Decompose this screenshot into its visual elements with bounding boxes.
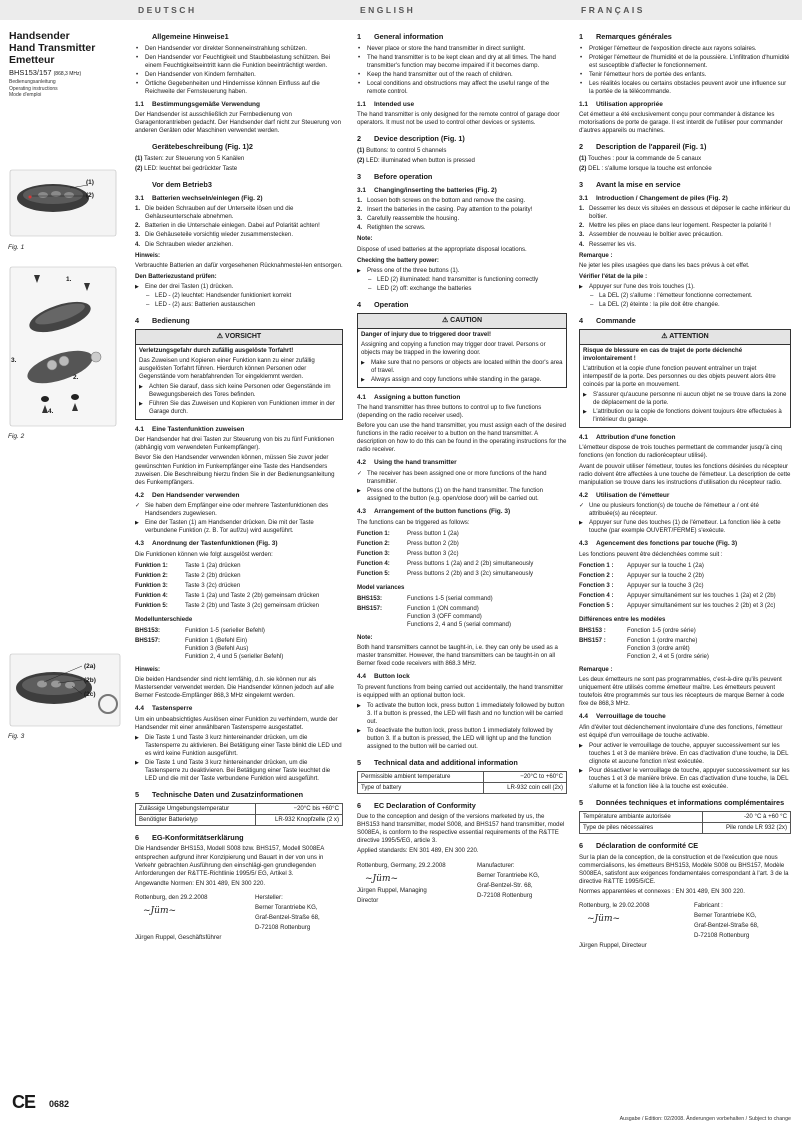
fig3-callout-2b: (2b)	[84, 677, 96, 684]
fr-heading-4-4: Verrouillage de touche	[596, 713, 666, 721]
de-note2-text: Die beiden Handsender sind nicht lernfähig, d.h. sie können nur als Mastersender verwendet werden. Die Handsender können jedoch auf alle Berner Festcode-Empfänger 868,3 MHz eingelernt werden.	[135, 676, 334, 700]
de-check-led-off: – LED - (2) aus: Batterien austauschen	[145, 301, 343, 309]
de-fn-desc: Taste 2 (2b) drücken	[185, 571, 241, 579]
fr-model-label: BHS157 :	[579, 637, 606, 645]
de-heading-1-1: Bestimmungsgemäße Verwendung	[152, 100, 260, 108]
fr-heading-4-2: Utilisation de l'émetteur	[596, 491, 670, 499]
de-text-4-2a: ✓ Sie haben dem Empfänger eine oder mehrere Tastenfunktionen des Handsenders zugewiesen.	[135, 502, 343, 518]
en-text-4-2a: ✓ The receiver has been assigned one or more functions of the hand transmitter.	[357, 470, 567, 486]
de-caution-item: ▶ Achten Sie darauf, dass sich keine Personen oder Gegenstände im Bewegungsbereich des Tores befinden.	[139, 383, 339, 399]
fig2-step-3: 3.	[11, 357, 17, 364]
fig2-battery-illustration	[8, 265, 118, 428]
fig1-transmitter-illustration	[8, 168, 118, 238]
fr-text-4-2b: ▶ Appuyer sur l'une des touches (1) de l'émetteur. La fonction liée à cette touche (par exemple OUVERT/FERME) s'exécute.	[579, 519, 791, 535]
en-fn-label: Function 4:	[357, 559, 390, 567]
de-lock-item: ▶ Die Taste 1 und Taste 3 kurz hintereinander drücken, um die Tastensperre zu deaktivieren. Bei Betätigung einer Taste leuchtet die LED und die mit der Taste verbundene Funktion wird ausgeführt.	[135, 759, 343, 783]
en-heading-3-1: Changing/inserting the batteries (Fig. 2)	[374, 186, 497, 194]
de-caution-bold: Verletzungsgefahr durch zufällig ausgelöste Torfahrt!	[139, 346, 294, 354]
fr-fn-label: Fonction 3 :	[579, 581, 614, 589]
de-heading-4-4: Tastensperre	[152, 705, 193, 713]
column-english: 1 General information • Never place or store the hand transmitter in direct sunlight. • The hand transmitter is to be kept clean and dry at all times. The hand transmitter's function may become impaired if it becomes damp. • Keep the hand transmitter out of the reach of children. • Local conditions and obstructions may affect the useful range of the remote control. 1.1 Intended use The hand transmitter is only designed for the remote control of garage door operators. It must not be used to control other devices or systems. 2 Device description (Fig. 1) (1) Buttons: to control 5 channels (2) LED: illuminated when button is pressed 3 Before operation 3.1 Changing/inserting the batteries (Fig. 2) 1. Loosen both screws on the bottom and remove the casing. 2. Insert the batteries in the casing. Pay attention to the polarity! 3. Carefully reassemble the housing. 4. Retighten the screws. Note: Dispose of used batteries at the appropriate disposal locations. Checking the battery power: ▶ Press one of the three buttons (1). – LED (2) illuminated: hand transmitter is functioning correctly – LED (2) off: exchange the batteries 4 Operation ⚠ CAUTION Danger of injury due to triggered door travel! Assigning and copying a function may trigger door travel. Persons or objects may be trapped in the lowering door. ▶ Make sure that no persons or objects are located within the door's area of travel. ▶ Always assign and copy functions while standing in the garage. 4.1 Assigning a button function The hand transmitter has three buttons to control up to five functions (depending on the radio receiver used). Before you can use the hand transmitter, you must assign each of the desired functions in the radio receiver to a button on the hand transmitter. A description on how to do this can be found in the operating instructions for the radio receiver. 4.2 Using the hand transmitter ✓ The receiver has been assigned one or more functions of the hand transmitter. ▶ Press one of the buttons (1) on the hand transmitter. The function assigned to the button (e.g. open/close door) will be carried out. 4.3 Arrangement of the button functions (Fig. 3) The functions can be triggered as follows: Function 1: Press button 1 (2a) Function 2: Press button 2 (2b) Function 3: Press button 3 (2c) Function 4: Press buttons 1 (2a) and 2 (2b) simultaneously Function 5: Press buttons 2 (2b) and 3 (2c) simultaneously Model variances BHS153: Functions 1-5 (serial command) BHS157: Function 1 (ON command) Function 3 (OFF command) Functions 2, 4 and 5 (serial command) Note: Both hand transmitters cannot be taught-in, i.e. they can only be used as a master transmitter. However, the hand transmitters can be taught-in on all Berner fixed code receivers with 868.3 MHz. 4.4 Button lock To prevent functions from being carried out accidentally, the hand transmitter is equipped with an optional button lock. ▶ To activate the button lock, press button 1 immediately followed by button 3. If a button is pressed, the LED will flash and no function will be carried out. ▶ To deactivate the button lock, press button 1 immediately followed by button 3. If a button is pressed, the LED will light up and the function assigned to the button will be carried out. 5 Technical data and additional information Permissible ambient temperature −20°C to +60°C Type of battery LR-932 coin cell (2x) 6 EC Declaration of Conformity Due to the conception and design of the versions marketed by us, the BHS153 hand transmitter, model S008, and BHS157 hand transmitter, model S008EA, is conform to the respective essential requirements of the R&TTE directive 1995/5/EG, article 3. Applied standards: EN 301 489, EN 300 220. Rottenburg, Germany, 29.2.2008 ~Jüm~ Jürgen Ruppel, Managing Director Manufacturer: Berner Torantriebe KG, Graf-Bentzel-Str. 68, D-72108 Rottenburg	[357, 32, 567, 907]
language-header-bar	[0, 0, 802, 20]
de-step: Die beiden Schrauben auf der Unterseite lösen und die Gehäuseunterschale abnehmen.	[145, 205, 294, 221]
de-fn-label: Funktion 2:	[135, 571, 168, 579]
de-desc-buttons: Tasten: zur Steuerung von 5 Kanälen	[144, 155, 245, 163]
de-heading-desc: Gerätebeschreibung (Fig. 1)2	[152, 142, 253, 152]
doc-type-en: Operating instructions	[9, 85, 58, 92]
en-text-4-1b: Before you can use the hand transmitter, you must assign each of the desired functions in the radio receiver to a button on the hand transmitter. A description on how to do this can be found in the operating instructions for the radio receiver.	[357, 422, 567, 454]
en-note2-text: Both hand transmitters cannot be taught-in, i.e. they can only be used as a master transmitter. However, the hand transmitters can be taught-in on all Berner fixed code receivers with 868.3 MHz.	[357, 644, 558, 668]
de-signature: ~Jüm~	[143, 905, 177, 916]
de-text-4-2b: ▶ Eine der Tasten (1) am Handsender drücken. Die mit der Taste verbundene Funktion (z. B. Tor auf/zu) wird ausgeführt.	[135, 519, 343, 535]
en-signatory-title: Director	[357, 897, 379, 905]
de-note-label: Hinweis:	[135, 251, 161, 259]
de-general-item: • Örtliche Gegebenheiten und Hindernisse können Einfluss auf die Reichweite der Fernsteuerung haben.	[135, 80, 343, 96]
de-manufacturer-line: Graf-Bentzel-Straße 68,	[255, 913, 320, 921]
de-caution-text: Das Zuweisen und Kopieren einer Funktion kann zu einer zufällig ausgelösten Torfahrt führen. Hierdurch können Personen oder Gegenstände vom herabfahrenden Tor eingeklemmt werden.	[139, 356, 315, 380]
doc-type-de: Bedienungsanleitung	[9, 79, 56, 86]
fr-general-item: • Protéger l'émetteur de l'exposition directe aux rayons solaires.	[579, 45, 791, 53]
de-function-table	[135, 561, 319, 611]
fr-fn-desc: Appuyer sur la touche 3 (2c)	[627, 581, 704, 589]
product-title-block	[9, 30, 109, 99]
de-tech-table	[135, 803, 343, 826]
fr-text-4-2a: ✓ Une ou plusieurs fonction(s) de touche de l'émetteur a / ont été attribuée(s) au récepteur.	[579, 502, 791, 518]
fr-manufacturer-line: Graf-Bentzel-Straße 68,	[694, 921, 759, 929]
frequency: (868,3 MHz)	[53, 71, 82, 78]
de-step: Batterien in die Unterschale einlegen. Dabei auf Polarität achten!	[145, 222, 320, 230]
de-text-4-3: Die Funktionen können wie folgt ausgelöst werden:	[135, 550, 273, 558]
en-check-heading: Checking the battery power:	[357, 256, 439, 264]
fr-fn-label: Fonction 5 :	[579, 602, 614, 610]
en-lock-item: ▶ To deactivate the button lock, press button 1 immediately followed by button 3. If a button is pressed, the LED will light up and the function assigned to the button will be carried out.	[357, 727, 567, 751]
fig3-button-layout-illustration	[8, 652, 124, 728]
fr-caution-item: ▶ L'attribution ou la copie de fonctions doivent toujours être effectuées à l'intérieur du garage.	[583, 408, 787, 424]
en-model-desc: Functions 2, 4 and 5 (serial command)	[407, 621, 511, 629]
fr-step: Desserrer les deux vis situées en dessous et déposer le cache inférieur du boîtier.	[589, 205, 791, 221]
fr-heading-4: Commande	[596, 315, 636, 325]
fr-fn-label: Fonction 1 :	[579, 561, 614, 569]
fr-heading-1: Remarques générales	[596, 32, 672, 41]
en-manufacturer-line: Graf-Bentzel-Str. 68,	[477, 881, 533, 889]
en-heading-1: General information	[374, 32, 444, 41]
en-check-action: ▶ Press one of the three buttons (1).	[357, 267, 567, 275]
fr-fn-label: Fonction 2 :	[579, 571, 614, 579]
de-general-item: • Den Handsender vor direkter Sonneneinstrahlung schützen.	[135, 45, 343, 53]
en-tech-table	[357, 771, 567, 794]
de-fn-label: Funktion 5:	[135, 602, 168, 610]
de-general-item: • Den Handsender von Kindern fernhalten.	[135, 71, 343, 79]
fr-tech-table	[579, 811, 791, 834]
de-place-date: Rottenburg, den 29.2.2008	[135, 893, 208, 901]
fr-lock-item: ▶ Pour désactiver le verrouillage de touche, appuyer successivement sur les touches 1 et 3 de manière brève. En cas d'activation d'une touche, la DEL s'allume et la fonction liée à la touche est exécutée.	[579, 767, 791, 791]
fr-fn-desc: Appuyer simultanément sur les touches 2 (2b) et 3 (2c)	[627, 602, 776, 610]
de-caution-item: ▶ Führen Sie das Zuweisen und Kopieren von Funktionen immer in der Garage durch.	[139, 400, 339, 416]
en-heading-2: Device description (Fig. 1)	[374, 134, 465, 144]
de-model-table	[135, 626, 283, 662]
fr-signatory: Jürgen Ruppel, Directeur	[579, 941, 647, 949]
de-lock-item: ▶ Die Taste 1 und Taste 3 kurz hintereinander drücken, um die Tastensperre zu aktivieren. Bei Betätigung einer Taste blinkt die LED und es wird keine Funktion ausgeführt.	[135, 734, 343, 758]
en-desc-led: LED: illuminated when button is pressed	[366, 157, 475, 165]
en-heading-3: Before operation	[374, 172, 433, 182]
en-manufacturer-line: D-72108 Rottenburg	[477, 891, 533, 899]
fr-check-heading: Vérifier l'état de la pile :	[579, 272, 648, 280]
de-model-desc: Funktion 3 (Befehl Aus)	[185, 645, 249, 653]
fr-model-heading: Différences entre les modèles	[579, 616, 666, 624]
en-fn-desc: Press button 2 (2b)	[407, 539, 459, 547]
fr-step: Mettre les piles en place dans leur logement. Respecter la polarité !	[589, 222, 771, 230]
de-check-action: ▶ Eine der drei Tasten (1) drücken.	[135, 283, 343, 291]
de-manufacturer-line: Berner Torantriebe KG,	[255, 903, 318, 911]
de-text-1-1: Der Handsender ist ausschließlich zur Fernbedienung von Garagentorantrieben gedacht. Der Handsender darf nicht zur Steuerung von anderen Geräten oder Maschinen verwendet werden.	[135, 111, 341, 135]
en-fn-label: Function 2:	[357, 539, 390, 547]
fr-manufacturer-line: Berner Torantriebe KG,	[694, 911, 757, 919]
fr-heading-4-1: Attribution d'une fonction	[596, 433, 676, 441]
de-caution-title: VORSICHT	[225, 333, 262, 341]
column-french: 1 Remarques générales • Protéger l'émetteur de l'exposition directe aux rayons solaires. • Protéger l'émetteur de l'humidité et de la poussière. L'infiltration d'humidité est susceptible d'affecter le fonctionnement. • Tenir l'émetteur hors de portée des enfants. • Les réalités locales ou certains obstacles peuvent avoir une influence sur la portée de la télécommande. 1.1 Utilisation appropriée Cet émetteur a été exclusivement conçu pour commander à distance les motorisations de porte de garage. Il est interdit de l'utiliser pour commander d'autres appareils ou machines. 2 Description de l'appareil (Fig. 1) (1) Touches : pour la commande de 5 canaux (2) DEL : s'allume lorsque la touche est enfoncée 3 Avant la mise en service 3.1 Introduction / Changement de piles (Fig. 2) 1. Desserrer les deux vis situées en dessous et déposer le cache inférieur du boîtier. 2. Mettre les piles en place dans leur logement. Respecter la polarité ! 3. Assembler de nouveau le boîtier avec précaution. 4. Resserrer les vis. Remarque : Ne jeter les piles usagées que dans les bacs prévus à cet effet. Vérifier l'état de la pile : ▶ Appuyer sur l'une des trois touches (1). – La DEL (2) s'allume : l'émetteur fonctionne correctement. – La DEL (2) éteinte : la pile doit être changée. 4 Commande ⚠ ATTENTION Risque de blessure en cas de trajet de porte déclenché involontairement ! L'attribution et la copie d'une fonction peuvent entraîner un trajet intempestif de la porte. Des personnes ou des objets peuvent alors être coincés par la porte en mouvement. ▶ S'assurer qu'aucune personne ni aucun objet ne se trouve dans la zone de déplacement de la porte. ▶ L'attribution ou la copie de fonctions doivent toujours être effectuées à l'intérieur du garage. 4.1 Attribution d'une fonction L'émetteur dispose de trois touches permettant de commander jusqu'à cinq fonctions (en fonction du radiorécepteur utilisé). Avant de pouvoir utiliser l'émetteur, toutes les fonctions désirées du récepteur radio doivent être affectées à une touche de l'émetteur. La description de cette manipulation se trouve dans les instructions d'utilisation du récepteur radio. 4.2 Utilisation de l'émetteur ✓ Une ou plusieurs fonction(s) de touche de l'émetteur a / ont été attribuée(s) au récepteur. ▶ Appuyer sur l'une des touches (1) de l'émetteur. La fonction liée à cette touche (par exemple OUVERT/FERME) s'exécute. 4.3 Agencement des fonctions par touche (Fig. 3) Les fonctions peuvent être déclenchées comme suit : Fonction 1 : Appuyer sur la touche 1 (2a) Fonction 2 : Appuyer sur la touche 2 (2b) Fonction 3 : Appuyer sur la touche 3 (2c) Fonction 4 : Appuyer simultanément sur les touches 1 (2a) et 2 (2b) Fonction 5 : Appuyer simultanément sur les touches 2 (2b) et 3 (2c) Différences entre les modèles BHS153 : Fonction 1-5 (ordre série) BHS157 : Fonction 1 (ordre marche) Fonction 3 (ordre arrêt) Fonction 2, 4 et 5 (ordre série) Remarque : Les deux émetteurs ne sont pas programmables, c'est-à-dire qu'ils peuvent uniquement être utilisés comme émetteur maître. Les émetteurs peuvent toutefois être programmés sur tous les récepteurs de marque Berner à code fixe de 868,3 MHz. 4.4 Verrouillage de touche Afin d'éviter tout déclenchement involontaire d'une des fonctions, l'émetteur est équipé d'un verrouillage de touche activable. ▶ Pour activer le verrouillage de touche, appuyer successivement sur les touches 1 et 3 de manière brève. En cas d'activation d'une touche, la DEL clignote et aucune fonction n'est exécutée. ▶ Pour désactiver le verrouillage de touche, appuyer successivement sur les touches 1 et 3 de manière brève. En cas d'activation d'une touche, la DEL s'allume et la fonction liée à la touche est exécutée. 5 Données techniques et informations complémentaires Température ambiante autorisée -20 °C à +60 °C Type de piles nécessaires Pile ronde LR 932 (2x) 6 Déclaration de conformité CE Sur la plan de la conception, de la construction et de l'exécution que nous commercialisons, les émetteurs BHS153, Modèle S008 ou BHS157, Modèle S008EA, satisfont aux exigences fondamentales correspondant à l'art. 3 de la directive R&TTE 1995/5/CE. Normes apparentées et connexes : EN 301 489, EN 300 220. Rottenburg, le 29.02.2008 ~Jüm~ Fabricant : Berner Torantriebe KG, Graf-Bentzel-Straße 68, D-72108 Rottenburg Jürgen Ruppel, Directeur	[579, 32, 791, 952]
fr-manufacturer-line: D-72108 Rottenburg	[694, 931, 750, 939]
en-step: Insert the batteries in the casing. Pay attention to the polarity!	[367, 206, 533, 214]
en-lock-item: ▶ To activate the button lock, press button 1 immediately followed by button 3. If a button is pressed, the LED will flash and no function will be carried out.	[357, 702, 567, 726]
de-desc-led: LED: leuchtet bei gedrückter Taste	[144, 165, 238, 173]
de-signatory: Jürgen Ruppel, Geschäftsführer	[135, 933, 222, 941]
fr-text-4-1a: L'émetteur dispose de trois touches permettant de commander jusqu'à cinq fonctions (en fonction du radiorécepteur utilisé).	[579, 444, 782, 460]
en-check-led-on: – LED (2) illuminated: hand transmitter is functioning correctly	[367, 276, 567, 284]
fr-function-table	[579, 561, 776, 611]
fig2-step-1: 1.	[66, 276, 72, 283]
fr-desc-buttons: Touches : pour la commande de 5 canaux	[588, 155, 702, 163]
en-caution-bold: Danger of injury due to triggered door travel!	[361, 330, 492, 338]
fig2-caption: Fig. 2	[8, 433, 25, 440]
en-fn-desc: Press button 1 (2a)	[407, 529, 459, 537]
de-heading-4-1: Eine Tastenfunktion zuweisen	[152, 425, 245, 433]
warning-icon: ⚠	[661, 333, 668, 341]
de-general-item: • Den Handsender vor Feuchtigkeit und Staubbelastung schützen. Bei einem Feuchtigkeitseintritt kann die Funktion beeinträchtigt werden.	[135, 54, 343, 70]
de-model-desc: Funktion 1-5 (serieller Befehl)	[185, 627, 265, 635]
de-heading-general: Allgemeine Hinweise1	[152, 32, 229, 41]
ce-mark: CE	[12, 1092, 36, 1112]
fr-general-item: • Protéger l'émetteur de l'humidité et de la poussière. L'infiltration d'humidité est susceptible d'affecter le fonctionnement.	[579, 54, 791, 70]
en-tech-value: LR-932 coin cell (2x)	[484, 782, 567, 793]
fr-model-desc: Fonction 3 (ordre arrêt)	[627, 645, 690, 653]
en-note-label: Note:	[357, 235, 373, 243]
fr-norms: Normes apparentées et connexes : EN 301 489, EN 300 220.	[579, 887, 745, 895]
en-step: Carefully reassemble the housing.	[367, 215, 460, 223]
fig1-callout-2: (2)	[86, 192, 94, 199]
de-model-desc: Funktion 2, 4 und 5 (serieller Befehl)	[185, 653, 284, 661]
de-model-label: BHS157:	[135, 637, 161, 645]
fr-heading-3: Avant la mise en service	[596, 180, 681, 190]
en-model-desc: Function 1 (ON command)	[407, 605, 479, 612]
fr-heading-2: Description de l'appareil (Fig. 1)	[596, 142, 707, 152]
de-text-4-4: Um ein unbeabsichtigtes Auslösen einer Funktion zu verhindern, wurde der Handsender mit einer anwählbaren Tastensperre ausgestattet.	[135, 715, 338, 731]
fig1-caption: Fig. 1	[8, 244, 25, 251]
fr-model-desc: Fonction 1-5 (ordre série)	[627, 627, 696, 635]
de-step: Die Schrauben wieder anziehen.	[145, 240, 234, 248]
en-caution-item: ▶ Make sure that no persons or objects are located within the door's area of travel.	[361, 359, 563, 375]
lang-header-fr: FRANÇAIS	[581, 5, 645, 15]
de-heading-5: Technische Daten und Zusatzinformationen	[152, 790, 304, 800]
en-tech-label: Permissible ambient temperature	[358, 771, 484, 782]
warning-icon: ⚠	[216, 333, 224, 341]
en-fn-desc: Press buttons 2 (2b) and 3 (2c) simultaneously	[407, 569, 533, 577]
fr-heading-6: Déclaration de conformité CE	[596, 840, 699, 850]
de-check-led-on: – LED - (2) leuchtet: Handsender funktioniert korrekt	[145, 292, 343, 300]
fr-note2-text: Les deux émetteurs ne sont pas programmables, c'est-à-dire qu'ils peuvent uniquement être utilisés comme émetteur maître. Les émetteurs peuvent toutefois être programmés sur tous les récepteurs de marque Berner à code fixe de 868,3 MHz.	[579, 676, 785, 708]
en-text-4-4: To prevent functions from being carried out accidentally, the hand transmitter is equipped with an optional button lock.	[357, 683, 564, 699]
en-norms: Applied standards: EN 301 489, EN 300 220.	[357, 847, 479, 855]
de-manufacturer-label: Hersteller:	[255, 893, 283, 901]
lang-header-en: ENGLISH	[360, 5, 416, 15]
fr-place-date: Rottenburg, le 29.02.2008	[579, 901, 650, 909]
en-fn-desc: Press button 3 (2c)	[407, 549, 459, 557]
de-model-heading: Modellunterschiede	[135, 616, 193, 624]
fr-general-item: • Les réalités locales ou certains obstacles peuvent avoir une influence sur la portée de la télécommande.	[579, 80, 791, 96]
fig2-step-4: 4.	[48, 408, 54, 415]
en-text-4-2b: ▶ Press one of the buttons (1) on the hand transmitter. The function assigned to the button (e.g. open/close door) will be carried out.	[357, 487, 567, 503]
en-heading-4-4: Button lock	[374, 673, 410, 681]
fig2-step-2: 2.	[73, 374, 79, 381]
en-tech-label: Type of battery	[358, 782, 484, 793]
fr-text-4-4: Afin d'éviter tout déclenchement involontaire d'une des fonctions, l'émetteur est équipé d'un verrouillage de touche activable.	[579, 723, 783, 739]
en-caution-item: ▶ Always assign and copy functions while standing in the garage.	[361, 376, 563, 384]
en-signatory: Jürgen Ruppel, Managing	[357, 887, 427, 895]
edition-footer: Ausgabe / Edition: 02/2008. Änderungen vorbehalten / Subject to change	[619, 1116, 791, 1122]
fig3-callout-2c: (2c)	[84, 691, 96, 698]
de-step: Die Gehäuseteile vorsichtig wieder zusammenstecken.	[145, 231, 294, 239]
fr-note2-label: Remarque :	[579, 666, 613, 674]
en-note2-label: Note:	[357, 634, 373, 642]
fr-note-text: Ne jeter les piles usagées que dans les bacs prévus à cet effet.	[579, 261, 750, 269]
de-text-6: Die Handsender BHS153, Modell S008 bzw. BHS157, Modell S008EA entsprechen aufgrund ihrer Konzipierung und Bauart in der von uns in Verkehr gebrachten Ausführung den einschlägi-gen grundlegenden Anforderungen der R&TTE-Richtlinie 1995/5/ EG, Artikel 3.	[135, 845, 325, 877]
en-step: Retighten the screws.	[367, 224, 426, 232]
fr-signature: ~Jüm~	[587, 913, 621, 924]
de-note-text: Verbrauchte Batterien an dafür vorgesehenen Rücknahmestel-len entsorgen.	[135, 261, 343, 269]
fr-check-led-on: – La DEL (2) s'allume : l'émetteur fonctionne correctement.	[589, 292, 791, 300]
title-fr: Emetteur	[9, 54, 55, 67]
fr-fn-desc: Appuyer simultanément sur les touches 1 (2a) et 2 (2b)	[627, 592, 776, 599]
en-heading-1-1: Intended use	[374, 100, 415, 108]
en-heading-4-1: Assigning a button function	[374, 393, 461, 401]
fr-check-action: ▶ Appuyer sur l'une des trois touches (1).	[579, 283, 791, 291]
fr-step: Assembler de nouveau le boîtier avec précaution.	[589, 231, 723, 239]
de-text-4-1b: Bevor Sie den Handsender verwenden können, müssen Sie zuvor jeder gewünschten Funktion im Funkempfänger eine Taste des Handsenders zuweisen. Die Beschreibung hierzu finden Sie in der Bedienungsanleitung des Funkempfängers.	[135, 454, 335, 486]
de-tech-value: −20°C bis +60°C	[255, 803, 342, 814]
title-de: Handsender	[9, 30, 70, 42]
fr-heading-4-3: Agencement des fonctions par touche (Fig. 3)	[596, 540, 738, 548]
de-fn-desc: Taste 1 (2a) und Taste 2 (2b) gemeinsam drücken	[185, 592, 320, 599]
de-heading-4: Bedienung	[152, 315, 190, 325]
column-german: Allgemeine Hinweise1 • Den Handsender vor direkter Sonneneinstrahlung schützen. • Den Handsender vor Feuchtigkeit und Staubbelastung schützen. Bei einem Feuchtigkeitseintritt kann die Funktion beeinträchtigt werden. • Den Handsender von Kindern fernhalten. • Örtliche Gegebenheiten und Hindernisse können Einfluss auf die Reichweite der Fernsteuerung haben. 1.1 Bestimmungsgemäße Verwendung Der Handsender ist ausschließlich zur Fernbedienung von Garagentorantrieben gedacht. Der Handsender darf nicht zur Steuerung von anderen Geräten oder Maschinen verwendet werden. Gerätebeschreibung (Fig. 1)2 (1) Tasten: zur Steuerung von 5 Kanälen (2) LED: leuchtet bei gedrückter Taste Vor dem Betrieb3 3.1 Batterien wechseln/einlegen (Fig. 2) 1. Die beiden Schrauben auf der Unterseite lösen und die Gehäuseunterschale abnehmen. 2. Batterien in die Unterschale einlegen. Dabei auf Polarität achten! 3. Die Gehäuseteile vorsichtig wieder zusammenstecken. 4. Die Schrauben wieder anziehen. Hinweis: Verbrauchte Batterien an dafür vorgesehenen Rücknahmestel-len entsorgen. Den Batteriezustand prüfen: ▶ Eine der drei Tasten (1) drücken. – LED - (2) leuchtet: Handsender funktioniert korrekt – LED - (2) aus: Batterien austauschen 4 Bedienung ⚠ VORSICHT Verletzungsgefahr durch zufällig ausgelöste Torfahrt! Das Zuweisen und Kopieren einer Funktion kann zu einer zufällig ausgelösten Torfahrt führen. Hierdurch können Personen oder Gegenstände vom herabfahrenden Tor eingeklemmt werden. ▶ Achten Sie darauf, dass sich keine Personen oder Gegenstände im Bewegungsbereich des Tores befinden. ▶ Führen Sie das Zuweisen und Kopieren von Funktionen immer in der Garage durch. 4.1 Eine Tastenfunktion zuweisen Der Handsender hat drei Tasten zur Steuerung von bis zu fünf Funktionen (abhängig vom verwendeten Funkempfänger). Bevor Sie den Handsender verwenden können, müssen Sie zuvor jeder gewünschten Funktion im Funkempfänger eine Taste des Handsenders zuweisen. Die Beschreibung hierzu finden Sie in der Bedienungsanleitung des Funkempfängers. 4.2 Den Handsender verwenden ✓ Sie haben dem Empfänger eine oder mehrere Tastenfunktionen des Handsenders zugewiesen. ▶ Eine der Tasten (1) am Handsender drücken. Die mit der Taste verbundene Funktion (z. B. Tor auf/zu) wird ausgeführt. 4.3 Anordnung der Tastenfunktionen (Fig. 3) Die Funktionen können wie folgt ausgelöst werden: Funktion 1: Taste 1 (2a) drücken Funktion 2: Taste 2 (2b) drücken Funktion 3: Taste 3 (2c) drücken Funktion 4: Taste 1 (2a) und Taste 2 (2b) gemeinsam drücken Funktion 5: Taste 2 (2b) und Taste 3 (2c) gemeinsam drücken Modellunterschiede BHS153: Funktion 1-5 (serieller Befehl) BHS157: Funktion 1 (Befehl Ein) Funktion 3 (Befehl Aus) Funktion 2, 4 und 5 (serieller Befehl) Hinweis: Die beiden Handsender sind nicht lernfähig, d.h. sie können nur als Mastersender verwendet werden. Die Handsender können jedoch auf alle Berner Festcode-Empfänger 868,3 MHz eingelernt werden. 4.4 Tastensperre Um ein unbeabsichtigtes Auslösen einer Funktion zu verhindern, wurde der Handsender mit einer anwählbaren Tastensperre ausgestattet. ▶ Die Taste 1 und Taste 3 kurz hintereinander drücken, um die Tastensperre zu aktivieren. Bei Betätigung einer Taste blinkt die LED und es wird keine Funktion ausgeführt. ▶ Die Taste 1 und Taste 3 kurz hintereinander drücken, um die Tastensperre zu deaktivieren. Bei Betätigung einer Taste leuchtet die LED und die mit der Taste verbundene Funktion wird ausgeführt. 5 Technische Daten und Zusatzinformationen Zulässige Umgebungstemperatur −20°C bis +60°C Benötigter Batterietyp LR-932 Knopfzelle (2 x) 6 EG-Konformitätserklärung Die Handsender BHS153, Modell S008 bzw. BHS157, Modell S008EA entsprechen aufgrund ihrer Konzipierung und Bauart in der von uns in Verkehr gebrachten Ausführung den einschlägi-gen grundlegenden Anforderungen der R&TTE-Richtlinie 1995/5/ EG, Artikel 3. Angewandte Normen: EN 301 489, EN 300 220. Rottenburg, den 29.2.2008 ~Jüm~ Hersteller: Berner Torantriebe KG, Graf-Bentzel-Straße 68, D-72108 Rottenburg Jürgen Ruppel, Geschäftsführer	[135, 32, 343, 944]
de-heading-3-1: Batterien wechseln/einlegen (Fig. 2)	[152, 194, 263, 202]
en-general-item: • Local conditions and obstructions may affect the useful range of the remote control.	[357, 80, 567, 96]
de-text-4-1a: Der Handsender hat drei Tasten zur Steuerung von bis zu fünf Funktionen (abhängig vom verwendeten Funkempfänger).	[135, 436, 335, 452]
en-text-4-3: The functions can be triggered as follows:	[357, 518, 470, 526]
en-fn-label: Function 3:	[357, 549, 390, 557]
en-step: Loosen both screws on the bottom and remove the casing.	[367, 197, 526, 205]
en-fn-desc: Press buttons 1 (2a) and 2 (2b) simultaneously	[407, 559, 534, 567]
de-tech-label: Zulässige Umgebungstemperatur	[136, 803, 256, 814]
en-manufacturer-line: Berner Torantriebe KG,	[477, 871, 540, 879]
de-fn-label: Funktion 1:	[135, 561, 168, 569]
de-fn-label: Funktion 4:	[135, 592, 168, 599]
de-heading-6: EG-Konformitätserklärung	[152, 832, 244, 842]
en-model-desc: Function 3 (OFF command)	[407, 613, 482, 621]
en-caution-title: CAUTION	[450, 317, 483, 325]
de-caution-box	[135, 329, 343, 419]
de-tech-label: Benötigter Batterietyp	[136, 814, 256, 825]
de-fn-desc: Taste 1 (2a) drücken	[185, 561, 241, 569]
lang-header-de: DEUTSCH	[138, 5, 197, 15]
warning-icon: ⚠	[441, 317, 449, 325]
de-tech-value: LR-932 Knopfzelle (2 x)	[255, 814, 342, 825]
en-note-text: Dispose of used batteries at the appropriate disposal locations.	[357, 245, 527, 253]
en-fn-label: Function 5:	[357, 569, 390, 577]
fr-tech-value: -20 °C à +60 °C	[702, 811, 790, 822]
fr-lock-item: ▶ Pour activer le verrouillage de touche, appuyer successivement sur les touches 1 et 3 de manière brève. En cas d'activation d'une touche, la DEL clignote et aucune fonction n'est exécutée.	[579, 742, 791, 766]
fig3-caption: Fig. 3	[8, 733, 25, 740]
fr-caution-text: L'attribution et la copie d'une fonction peuvent entraîner un trajet intempestif de la porte. Des personnes ou des objets peuvent alors être coincés par la porte en mouvement.	[583, 364, 776, 388]
fr-heading-3-1: Introduction / Changement de piles (Fig. 2)	[596, 194, 728, 202]
en-model-heading: Model variances	[357, 583, 405, 591]
en-signature: ~Jüm~	[365, 873, 399, 884]
fr-desc-led: DEL : s'allume lorsque la touche est enfoncée	[588, 165, 712, 173]
en-heading-4: Operation	[374, 299, 409, 309]
fr-caution-bold: Risque de blessure en cas de trajet de porte déclenché involontairement !	[583, 346, 743, 362]
de-fn-label: Funktion 3:	[135, 581, 168, 589]
en-text-4-1a: The hand transmitter has three buttons to control up to five functions (depending on the radio receiver used).	[357, 404, 542, 420]
en-heading-4-3: Arrangement of the button functions (Fig. 3)	[374, 508, 511, 516]
de-heading-4-3: Anordnung der Tastenfunktionen (Fig. 3)	[152, 540, 278, 548]
fr-heading-1-1: Utilisation appropriée	[596, 100, 663, 108]
de-fn-desc: Taste 3 (2c) drücken	[185, 581, 241, 589]
en-text-6: Due to the conception and design of the versions marketed by us, the BHS153 hand transmitter, model S008, and BHS157 hand transmitter, model S008EA, is conform to the respective essential requirements of the R&TTE directive 1995/5/EG, article 3.	[357, 813, 565, 845]
title-en: Hand Transmitter	[9, 42, 96, 55]
de-heading-before-op: Vor dem Betrieb3	[152, 180, 212, 190]
fr-model-desc: Fonction 2, 4 et 5 (ordre série)	[627, 653, 709, 661]
en-model-label: BHS153:	[357, 594, 383, 602]
doc-type-fr: Mode d'emploi	[9, 92, 42, 99]
en-caution-text: Assigning and copying a function may trigger door travel. Persons or objects may be trapped in the lowering door.	[361, 340, 546, 356]
de-norms: Angewandte Normen: EN 301 489, EN 300 220.	[135, 879, 266, 887]
de-heading-4-2: Den Handsender verwenden	[152, 491, 240, 499]
en-heading-5: Technical data and additional information	[374, 758, 518, 768]
en-model-table	[357, 594, 511, 630]
fr-tech-label: Température ambiante autorisée	[580, 811, 703, 822]
fr-tech-label: Type de piles nécessaires	[580, 822, 703, 833]
fr-text-1-1: Cet émetteur a été exclusivement conçu pour commander à distance les motorisations de porte de garage. Il est interdit de l'utiliser pour commander d'autres appareils ou machines.	[579, 111, 783, 135]
de-fn-desc: Taste 2 (2b) und Taste 3 (2c) gemeinsam drücken	[185, 602, 320, 610]
en-fn-label: Function 1:	[357, 529, 390, 537]
de-model-desc: Funktion 1 (Befehl Ein)	[185, 637, 247, 645]
fr-caution-box	[579, 329, 791, 428]
model-number: BHS153/157	[9, 68, 52, 78]
en-manufacturer-label: Manufacturer:	[477, 861, 515, 869]
fr-manufacturer-label: Fabricant :	[694, 901, 723, 909]
de-check-heading: Den Batteriezustand prüfen:	[135, 272, 217, 280]
fr-general-item: • Tenir l'émetteur hors de portée des enfants.	[579, 71, 791, 79]
fr-model-desc: Fonction 1 (ordre marche)	[627, 637, 698, 645]
de-note2-label: Hinweis:	[135, 666, 161, 674]
en-desc-buttons: Buttons: to control 5 channels	[366, 147, 447, 155]
fig1-callout-1: (1)	[86, 179, 94, 186]
fig3-callout-2a: (2a)	[84, 663, 96, 670]
en-check-led-off: – LED (2) off: exchange the batteries	[367, 285, 567, 293]
fr-text-6: Sur la plan de la conception, de la construction et de l'exécution que nous commercialisons, les émetteurs BHS153, Modèle S008 ou BHS157, Modèle S008EA, satisfont aux exigences fondamentales correspondant à l'art. 3 de la directive R&TTE 1995/5/CE.	[579, 853, 789, 885]
fr-step: Resserrer les vis.	[589, 240, 637, 248]
en-general-item: • The hand transmitter is to be kept clean and dry at all times. The hand transmitter's function may become impaired if it becomes damp.	[357, 54, 567, 70]
fr-caution-item: ▶ S'assurer qu'aucune personne ni aucun objet ne se trouve dans la zone de déplacement de la porte.	[583, 391, 787, 407]
en-general-item: • Keep the hand transmitter out of the reach of children.	[357, 71, 567, 79]
de-model-label: BHS153:	[135, 627, 161, 635]
en-heading-6: EC Declaration of Conformity	[374, 800, 476, 810]
en-heading-4-2: Using the hand transmitter	[374, 459, 457, 467]
fr-note-label: Remarque :	[579, 251, 613, 259]
en-model-desc: Functions 1-5 (serial command)	[407, 594, 493, 602]
en-model-label: BHS157:	[357, 605, 383, 612]
fr-model-label: BHS153 :	[579, 627, 606, 635]
fr-model-table	[579, 626, 709, 662]
en-place-date: Rottenburg, Germany, 29.2.2008	[357, 861, 446, 869]
fr-heading-5: Données techniques et informations complémentaires	[596, 798, 785, 808]
en-caution-box	[357, 313, 567, 387]
en-text-1-1: The hand transmitter is only designed for the remote control of garage door operators. It must not be used to control other devices or systems.	[357, 111, 560, 127]
fr-check-led-off: – La DEL (2) éteinte : la pile doit être changée.	[589, 301, 791, 309]
notified-body-number: 0682	[49, 1099, 70, 1109]
fr-fn-desc: Appuyer sur la touche 2 (2b)	[627, 571, 704, 579]
fr-text-4-3: Les fonctions peuvent être déclenchées comme suit :	[579, 550, 723, 558]
fr-tech-value: Pile ronde LR 932 (2x)	[702, 822, 790, 833]
de-manufacturer-line: D-72108 Rottenburg	[255, 923, 311, 931]
fr-fn-desc: Appuyer sur la touche 1 (2a)	[627, 561, 704, 569]
en-function-table	[357, 529, 533, 579]
fr-caution-title: ATTENTION	[669, 333, 709, 341]
en-general-item: • Never place or store the hand transmitter in direct sunlight.	[357, 45, 567, 53]
en-tech-value: −20°C to +60°C	[484, 771, 567, 782]
fr-text-4-1b: Avant de pouvoir utiliser l'émetteur, toutes les fonctions désirées du récepteur radio doivent être affectées à une touche de l'émetteur. La description de cette manipulation se trouve dans les instructions d'utilisation du récepteur radio.	[579, 462, 791, 486]
fr-fn-label: Fonction 4 :	[579, 592, 614, 599]
